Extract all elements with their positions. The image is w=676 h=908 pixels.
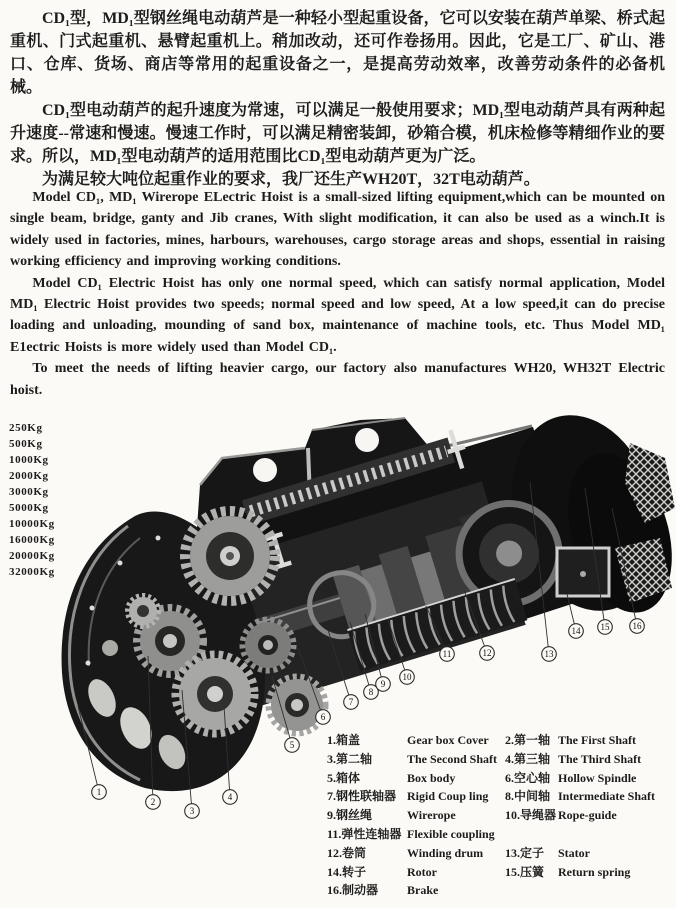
capacity-item: 16000Kg bbox=[9, 534, 55, 546]
cn-paragraph-1: CD₁型，MD₁型钢丝绳电动葫芦是一种轻小型起重设备，它可以安装在葫芦单梁、桥式起重机、门式起重机、悬臂起重机上。稍加改动，还可作卷扬用。因此，它是工厂、矿山、港口、仓库、货场、商店等常用的起重设备之一，是提高劳动效率，改善劳动条件的必备机械。 bbox=[10, 10, 665, 96]
parts-legend bbox=[327, 731, 676, 903]
legend-row bbox=[505, 844, 676, 863]
en-paragraph-1: Model CD₁, MD₁ Wirerope ELectric Hoist is a small-sized lifting equipment,which can be mounted on single beam, bridge, ganty and Jib cranes, With slight modification, it can also be used as a winch.It is widely used in factories, mines, harbours, warehouses, cargo storage areas and shops, essential in raising working efficiency and improving working conditions. bbox=[10, 190, 665, 270]
legend-part-name-cn: 7.钢性联轴器 bbox=[327, 789, 397, 804]
legend-part-name-cn: 15.压簧 bbox=[505, 864, 545, 879]
legend-row bbox=[505, 863, 676, 882]
legend-part-name-en: The First Shaft bbox=[558, 733, 636, 747]
legend-part-name-en: The Second Shaft bbox=[407, 751, 498, 766]
legend-part-name-en: Intermediate Shaft bbox=[558, 789, 655, 804]
legend-row bbox=[505, 825, 676, 844]
legend-part-name-en: Rigid Coup ling bbox=[407, 789, 489, 804]
chinese-intro bbox=[10, 7, 665, 191]
legend-part-name-en: Return spring bbox=[558, 864, 631, 879]
svg-text:15: 15 bbox=[600, 622, 610, 633]
legend-part-name-en: The Third Shaft bbox=[558, 751, 642, 766]
legend-row bbox=[327, 881, 505, 900]
svg-text:12: 12 bbox=[482, 648, 492, 659]
legend-row bbox=[327, 787, 505, 806]
legend-part-name-cn: 6.空心轴 bbox=[505, 770, 551, 785]
capacity-item: 10000Kg bbox=[9, 518, 55, 530]
capacity-item: 20000Kg bbox=[9, 550, 55, 562]
legend-part-name-en: Box body bbox=[407, 770, 456, 785]
legend-row bbox=[327, 769, 505, 788]
svg-text:1: 1 bbox=[96, 787, 102, 798]
gear-pinion bbox=[128, 596, 159, 627]
legend-part-name-en: Wirerope bbox=[407, 808, 456, 823]
legend-row bbox=[505, 806, 676, 825]
legend-part-name-en: Hollow Spindle bbox=[558, 770, 637, 785]
capacity-item: 3000Kg bbox=[9, 486, 49, 498]
legend-column-right bbox=[505, 731, 676, 900]
legend-column-left bbox=[327, 731, 505, 900]
legend-row bbox=[327, 806, 505, 825]
bracket-hole-left bbox=[253, 458, 277, 482]
legend-part-name-cn: 3.第二轴 bbox=[327, 751, 373, 766]
svg-text:10: 10 bbox=[402, 672, 412, 683]
capacity-item: 32000Kg bbox=[9, 566, 55, 578]
legend-part-name-en: Stator bbox=[558, 845, 590, 860]
legend-part-name-en: Rope-guide bbox=[558, 808, 617, 823]
capacity-item: 500Kg bbox=[9, 438, 43, 450]
en-paragraph-2: Model CD₁ Electric Hoist has only one normal speed, which can satisfy normal application, Model MD₁ Electric Hoist provides two speeds; normal speed and low speed, At a low speed,it can do precise loading and unloading, mounding of sand box, maintenance of machine tools, etc. Thus Model MD₁ E1ectric Hoists is more widely used than Model CD₁. bbox=[10, 275, 665, 355]
legend-part-name-en: Winding drum bbox=[407, 845, 484, 860]
capacity-item: 2000Kg bbox=[9, 470, 49, 482]
svg-text:14: 14 bbox=[571, 626, 581, 637]
legend-part-name-cn: 5.箱体 bbox=[327, 770, 361, 785]
legend-row bbox=[327, 844, 505, 863]
legend-row bbox=[505, 787, 676, 806]
capacity-item: 250Kg bbox=[9, 422, 43, 434]
legend-part-name-en: Brake bbox=[407, 883, 439, 898]
legend-part-name-cn: 2.第一轴 bbox=[505, 733, 551, 747]
legend-part-name-en: Gear box Cover bbox=[407, 733, 489, 747]
legend-row bbox=[505, 750, 676, 769]
legend-part-name-cn: 16.制动器 bbox=[327, 883, 379, 898]
legend-part-name-cn: 13.定子 bbox=[505, 845, 545, 860]
svg-text:8: 8 bbox=[368, 687, 374, 698]
bracket-hole-right bbox=[355, 428, 379, 452]
cn-paragraph-2: CD₁型电动葫芦的起升速度为常速，可以满足一般使用要求；MD₁型电动葫芦具有两种起升速度--常速和慢速。慢速工作时，可以满足精密装卸，砂箱合模，机床检修等精细作业的要求。所以，MD₁型电动葫芦的适用范围比CD₁型电动葫芦更为广泛。 bbox=[10, 102, 665, 165]
svg-text:13: 13 bbox=[544, 649, 554, 660]
capacity-item: 1000Kg bbox=[9, 454, 49, 466]
legend-part-name-cn: 4.第三轴 bbox=[505, 751, 551, 766]
legend-part-name-cn: 11.弹性连轴器 bbox=[327, 826, 402, 841]
english-intro bbox=[10, 187, 665, 401]
legend-part-name-cn: 1.箱盖 bbox=[327, 733, 361, 747]
svg-text:5: 5 bbox=[289, 740, 295, 751]
svg-text:16: 16 bbox=[632, 621, 642, 632]
legend-row bbox=[505, 769, 676, 788]
brake-box-shape bbox=[557, 548, 609, 596]
capacity-item: 5000Kg bbox=[9, 502, 49, 514]
svg-text:9: 9 bbox=[380, 679, 386, 690]
legend-row bbox=[505, 731, 676, 750]
en-paragraph-3: To meet the needs of lifting heavier cargo, our factory also manufactures WH20, WH32T Electric hoist. bbox=[10, 361, 665, 398]
legend-part-name-cn: 14.转子 bbox=[327, 864, 367, 879]
svg-text:11: 11 bbox=[442, 649, 452, 660]
legend-row bbox=[505, 881, 676, 900]
legend-part-name-cn: 9.钢丝绳 bbox=[327, 808, 373, 823]
legend-row bbox=[327, 863, 505, 882]
svg-text:7: 7 bbox=[348, 697, 354, 708]
legend-part-name-en: Flexible coupling bbox=[407, 826, 495, 841]
legend-part-name-en: Rotor bbox=[407, 864, 437, 879]
legend-part-name-cn: 10.导绳器 bbox=[505, 808, 557, 823]
legend-row bbox=[327, 750, 505, 769]
legend-row bbox=[327, 731, 505, 750]
cn-paragraph-3: 为满足较大吨位起重作业的要求，我厂还生产WH20T，32T电动葫芦。 bbox=[42, 171, 540, 188]
svg-text:6: 6 bbox=[320, 712, 326, 723]
svg-text:4: 4 bbox=[227, 792, 233, 803]
legend-row bbox=[327, 825, 505, 844]
legend-part-name-cn: 8.中间轴 bbox=[505, 789, 551, 804]
legend-part-name-cn: 12.卷筒 bbox=[327, 845, 367, 860]
svg-text:2: 2 bbox=[150, 797, 156, 808]
svg-text:3: 3 bbox=[189, 806, 195, 817]
